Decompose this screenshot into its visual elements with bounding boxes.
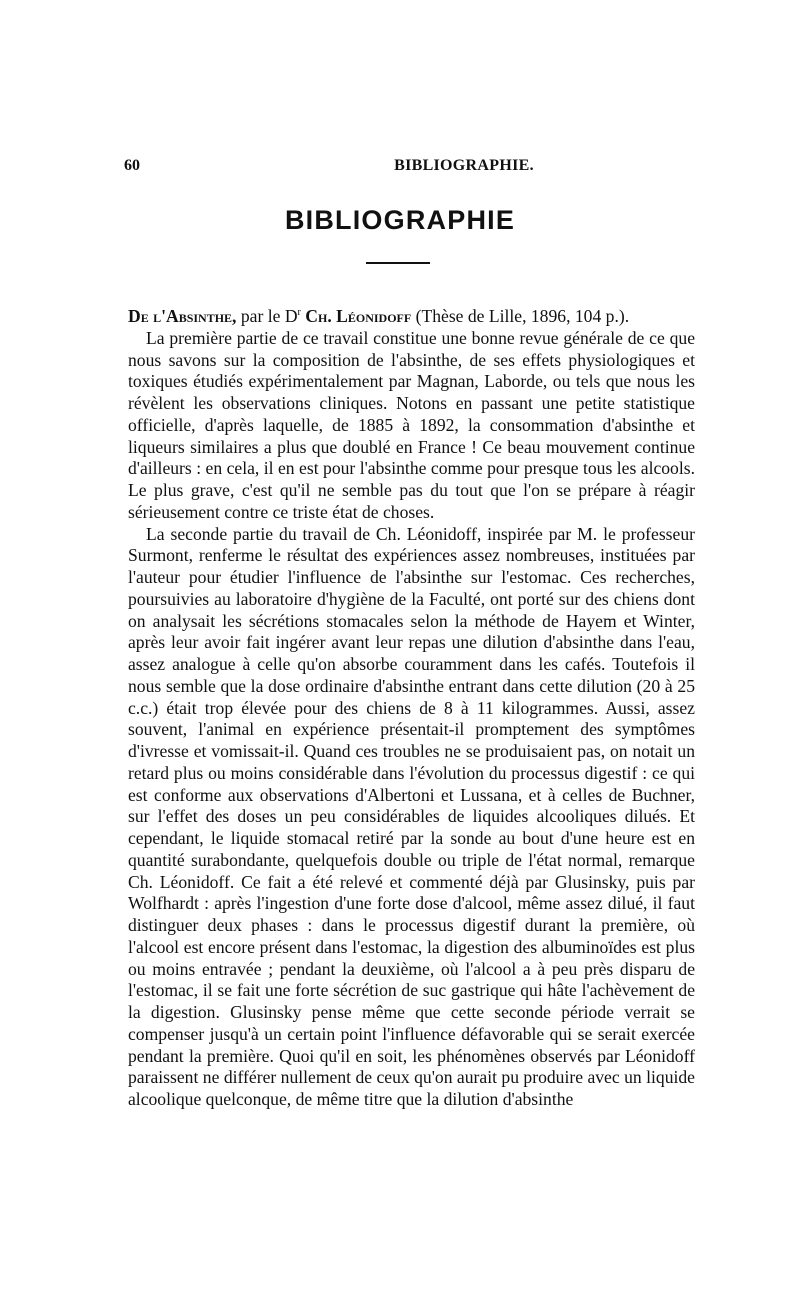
- page-number: 60: [124, 157, 140, 174]
- author-name: Ch. Léonidoff: [300, 306, 412, 326]
- running-head: [124, 157, 694, 181]
- paragraph-1: La première partie de ce travail constitue une bonne revue générale de ce que nous savons sur la composition de l'absinthe, de ses effets physiologiques et toxiques étudiés expérimentalement par Magnan, Laborde, ou tels que nous les révèlent les observations cliniques. Notons en passant une petite statistique officielle, d'après laquelle, de 1885 à 1892, la consommation d'absinthe et liqueurs similaires a plus que doublé en France ! Ce beau mouvement continue d'ailleurs : en cela, il en est pour l'absinthe comme pour presque tous les alcools. Le plus grave, c'est qu'il ne semble pas du tout que l'on se prépare à réagir sérieusement contre ce triste état de choses.: [128, 327, 695, 522]
- by-text: par le D: [236, 306, 298, 326]
- citation: (Thèse de Lille, 1896, 104 p.).: [411, 306, 630, 326]
- section-title: BIBLIOGRAPHIE: [284, 205, 516, 235]
- paragraph-2: La seconde partie du travail de Ch. Léonidoff, inspirée par M. le professeur Surmont, renferme le résultat des expériences assez nombreuses, instituées par l'auteur pour étudier l'influence de l'absinthe sur l'estomac. Ces recherches, poursuivies au laboratoire d'hygiène de la Faculté, ont porté sur des chiens dont on analysait les sécrétions stomacales selon la méthode de Hayem et Winter, après leur avoir fait ingérer avant leur repas une dilution d'absinthe dans l'eau, assez analogue à celle qu'on absorbe couramment dans les cafés. Toutefois il nous semble que la dose ordinaire d'absinthe entrant dans cette dilution (20 à 25 c.c.) était trop élevée pour des chiens de 8 à 11 kilogrammes. Aussi, assez souvent, l'animal en expérience présentait-il promptement des symptômes d'ivresse et vomissait-il. Quand ces troubles ne se produisaient pas, on notait un retard plus ou moins considérable dans l'évolution du processus digestif : ce qui est conforme aux observations d'Albertoni et Lussana, et à celles de Buchner, sur l'effet des doses un peu considérables de liquides alcooliques dilués. Et cependant, le liquide stomacal retiré par la sonde au bout d'une heure est en quantité surabondante, quelquefois double ou triple de l'état normal, remarque Ch. Léonidoff. Ce fait a été relevé et commenté déjà par Glusinsky, puis par Wolfhardt : après l'ingestion d'une forte dose d'alcool, même assez dilué, il faut distinguer deux phases : dans le processus digestif durant la première, où l'alcool est encore présent dans l'estomac, la digestion des albuminoïdes est plus ou moins entravée ; pendant la deuxième, où l'alcool a à peu près disparu de l'estomac, il se fait une forte sécrétion de suc gastrique qui hâte l'achèvement de la digestion. Glusinsky pense même que cette seconde période verrait se compenser jusqu'à un certain point l'influence défavorable qui se serait exercée pendant la première. Quoi qu'il en soit, les phénomènes observés par Léonidoff paraissent ne différer nullement de ceux qu'on aurait pu produire avec un liquide alcoolique quelconque, de même titre que la dilution d'absinthe: [128, 523, 695, 1109]
- running-title: BIBLIOGRAPHIE.: [394, 157, 534, 174]
- dr-superscript: r: [297, 307, 301, 319]
- bibliography-entry: [128, 306, 695, 1111]
- title-rule: [366, 262, 430, 264]
- entry-heading: [128, 306, 695, 328]
- work-title: De l'Absinthe,: [128, 306, 237, 326]
